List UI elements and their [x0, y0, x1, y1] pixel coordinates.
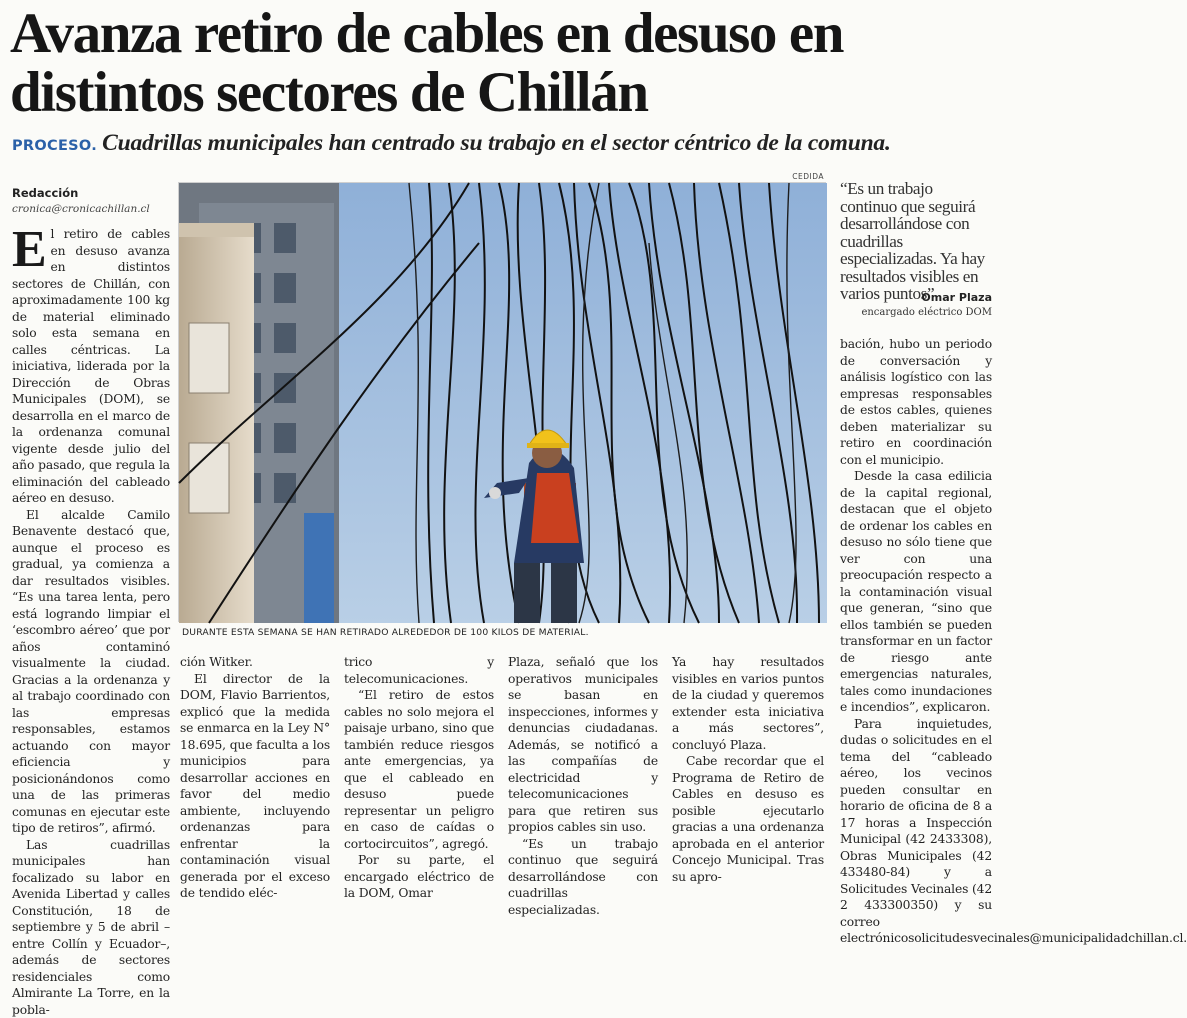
- body-column-4: [508, 654, 658, 918]
- photo-credit: CEDIDA: [760, 172, 824, 181]
- body-column-5: [672, 654, 824, 885]
- headline: [10, 4, 990, 122]
- body-column-1: [12, 226, 170, 1018]
- body-column-3: [344, 654, 494, 902]
- photo-worker-removing-cables: [178, 182, 826, 622]
- byline-author: Redacción: [12, 186, 172, 200]
- body-paragraph: Las cuadrillas municipales han focalizado su labor en Avenida Libertad y calles Constitución, 18 de septiembre y 5 de abril –entre Collín y Ecuador–, además de sectores residenciales como Almirante La Torre, en la pobla-: [12, 837, 170, 1018]
- body-column-6: [840, 336, 992, 947]
- drop-cap: E: [12, 230, 47, 270]
- body-column-2: [180, 654, 330, 902]
- deck-tag: PROCESO.: [12, 138, 97, 154]
- body-paragraph: Para inquietudes, dudas o solicitudes en el tema del “cableado aéreo, los vecinos pueden consultar en horario de oficina de 8 a 17 horas a Inspección Municipal (42 2433308), Obras Municipales (42 433480-84) y a Solicitudes Vecinales (42 2 433300350) y su correo electrónicosolicitudesvecinales@municipalidadchillan.cl.: [840, 716, 992, 947]
- pull-quote: “Es un trabajo continuo que seguirá desarrollándose con cuadrillas especializadas. Ya hay resultados visibles en varios puntos”: [840, 180, 992, 303]
- headline-line-1: Avanza retiro de cables en desuso en: [10, 4, 990, 63]
- photo-caption: DURANTE ESTA SEMANA SE HAN RETIRADO ALREDEDOR DE 100 KILOS DE MATERIAL.: [182, 627, 822, 638]
- photo-illustration: [179, 183, 827, 623]
- deck: [12, 130, 992, 157]
- pull-quote-author: Omar Plaza: [840, 291, 992, 304]
- byline: [12, 186, 172, 215]
- body-paragraph: Por su parte, el encargado eléctrico de la DOM, Omar: [344, 852, 494, 902]
- body-paragraph: El director de la DOM, Flavio Barrientos, explicó que la medida se enmarca en la Ley N° 18.695, que faculta a los municipios para desarrollar acciones en favor del medio ambiente, incluyendo ordenanzas para enfrentar la contaminación visual generada por el exceso de tendido eléc-: [180, 671, 330, 902]
- headline-line-2: distintos sectores de Chillán: [10, 63, 990, 122]
- body-paragraph: Desde la casa edilicia de la capital regional, destacan que el objeto de ordenar los cables en desuso no sólo tiene que ver con una preocupación respecto a la contaminación visual que generan, “sino que ellos también se pueden transformar en un factor de riesgo ante emergencias naturales, tales como inundaciones e incendios”, explicaron.: [840, 468, 992, 716]
- body-paragraph: Ya hay resultados visibles en varios puntos de la ciudad y queremos extender esta iniciativa a más sectores”, concluyó Plaza.: [672, 654, 824, 753]
- body-paragraph: trico y telecomunicaciones.: [344, 654, 494, 687]
- pull-quote-attribution: [840, 291, 992, 318]
- deck-text: Cuadrillas municipales han centrado su trabajo en el sector céntrico de la comuna.: [102, 130, 891, 156]
- body-paragraph: “El retiro de estos cables no solo mejora el paisaje urbano, sino que también reduce riesgos ante emergencias, ya que el cableado en desuso puede representar un peligro en caso de caídas o cortocircuitos”, agregó.: [344, 687, 494, 852]
- body-paragraph: El alcalde Camilo Benavente destacó que, aunque el proceso es gradual, ya comienza a dar resultados visibles. “Es una tarea lenta, pero está logrando limpiar el ‘escombro aéreo’ que por años contaminó visualmente la ciudad. Gracias a la ordenanza y al trabajo coordinado con las empresas responsables, estamos actuando con mayor eficiencia y posicionándonos como una de las primeras comunas en ejecutar este tipo de retiros”, afirmó.: [12, 507, 170, 837]
- body-paragraph: El retiro de cables en desuso avanza en distintos sectores de Chillán, con aproximadamente 100 kg de material eliminado solo esta semana en calles céntricas. La iniciativa, liderada por la Dirección de Obras Municipales (DOM), se desarrolla en el marco de la ordenanza comunal vigente desde julio del año pasado, que regula la eliminación del cableado aéreo en desuso.: [12, 226, 170, 507]
- byline-email[interactable]: cronica@cronicachillan.cl: [12, 203, 172, 215]
- body-paragraph: Cabe recordar que el Programa de Retiro de Cables en desuso es posible ejecutarlo gracias a una ordenanza aprobada en el anterior Concejo Municipal. Tras su apro-: [672, 753, 824, 885]
- body-paragraph: ción Witker.: [180, 654, 330, 671]
- body-paragraph: “Es un trabajo continuo que seguirá desarrollándose con cuadrillas especializadas.: [508, 836, 658, 919]
- body-paragraph: Plaza, señaló que los operativos municipales se basan en inspecciones, informes y denuncias ciudadanas. Además, se notificó a las compañías de electricidad y telecomunicaciones para que retiren sus propios cables sin uso.: [508, 654, 658, 836]
- pull-quote-role: encargado eléctrico DOM: [840, 307, 992, 318]
- body-paragraph: bación, hubo un periodo de conversación y análisis logístico con las empresas responsables de estos cables, quienes deben materializar su retiro en coordinación con el municipio.: [840, 336, 992, 468]
